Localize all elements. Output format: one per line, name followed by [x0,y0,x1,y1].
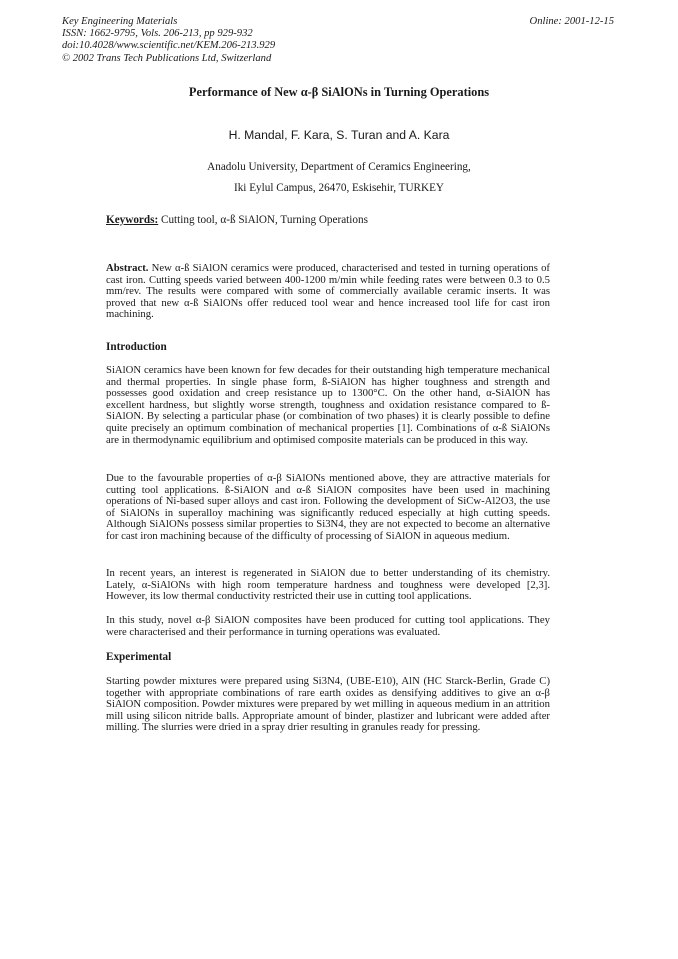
abstract-text: New α-ß SiAlON ceramics were produced, characterised and tested in turning operations of cast iron. Cutting speeds varied between 400-1200 m/min while feeding rates were between 0.3 to 0.5 mm/rev. The results were compared with some of commercially available ceramic inserts. It was proved that new α-ß SiAlONs offer reduced tool wear and hence increased tool life for cast iron machining. [106,262,550,321]
journal-header [62,16,275,65]
intro-paragraph-2-text: Due to the favourable properties of α-β SiAlONs mentioned above, they are attractive materials for cutting tool applications. ß-SiAlON and α-ß SiAlON composites have been used in machining operations of Ni-based super alloys and cast iron. Following the development of SiCw-Al2O3, the use of SiAlONs in superalloy machining was significantly reduced especially at high cutting speeds. Although SiAlONs possess similar properties to Si3N4, they are not expected to become an alternative for cast iron machining because of the difficulty of processing of SiAlON in aqueous medium. [106,472,550,542]
affiliation-line-2: Iki Eylul Campus, 26470, Eskisehir, TURKEY [233,182,445,194]
journal-name: Key Engineering Materials [62,16,178,27]
issn-line: ISSN: 1662-9795, Vols. 206-213, pp 929-932 [62,28,253,40]
keywords-label: Keywords: [106,214,159,226]
intro-paragraph-4 [106,615,550,638]
keywords-text: Cutting tool, α-ß SiAlON, Turning Operations [158,214,368,226]
intro-paragraph-3-text: In recent years, an interest is regenerated in SiAlON due to better understanding of its chemistry. Lately, α-SiAlONs with high room temperature hardness and toughness were developed [2,3]. However, its low thermal conductivity restricted their use in cutting tool applications. [106,567,550,603]
affiliation-line-1: Anadolu University, Department of Ceramics Engineering, [207,161,471,173]
intro-paragraph-1-text: SiAlON ceramics have been known for few decades for their outstanding high temperature mechanical and thermal properties. In single phase form, ß-SiAlON has higher toughness and strength and possesses good oxidation and creep resistance up to 1300°C. On the other hand, α-SiAlON has excellent hardness, but slightly worse strength, toughness and oxidation resistance compared to ß-SiAlON. By selecting a particular phase (or combination of two phases) it is clearly possible to define quite precisely an optimum combination of mechanical properties [1]. Combinations of α-ß SiAlONs are in thermodynamic equilibrium and optimised composite materials can be produced in this way. [106,364,550,446]
introduction-heading: Introduction [106,341,167,353]
intro-paragraph-3 [106,568,550,603]
intro-paragraph-1 [106,365,550,446]
experimental-paragraph-1-text: Starting powder mixtures were prepared using Si3N4, (UBE-E10), AlN (HC Starck-Berlin, Grade C) together with appropriate combinations of rare earth oxides as densifying additives to give an α-β SiAlON composition. Powder mixtures were prepared by wet milling in aqueous medium in an attrition mill using silicon nitride balls. Appropriate amount of binder, plastizer and lubricant were added after milling. The slurries were dried in a spray drier resulting in granules ready for pressing. [106,675,550,734]
abstract [106,263,550,321]
keywords [106,214,368,226]
doi-line: doi:10.4028/www.scientific.net/KEM.206-213.929 [62,40,276,52]
intro-paragraph-4-text: In this study, novel α-β SiAlON composites have been produced for cutting tool applications. They were characterised and their performance in turning operations was evaluated. [106,614,550,638]
experimental-paragraph-1 [106,676,550,734]
experimental-heading: Experimental [106,651,172,663]
paper-title: Performance of New α-β SiAlONs in Turning Operations [188,85,490,99]
online-date: Online: 2001-12-15 [529,16,614,27]
authors: H. Mandal, F. Kara, S. Turan and A. Kara [228,128,450,142]
intro-paragraph-2 [106,473,550,543]
abstract-label: Abstract. [106,262,149,274]
copyright-line: © 2002 Trans Tech Publications Ltd, Switzerland [62,52,272,64]
